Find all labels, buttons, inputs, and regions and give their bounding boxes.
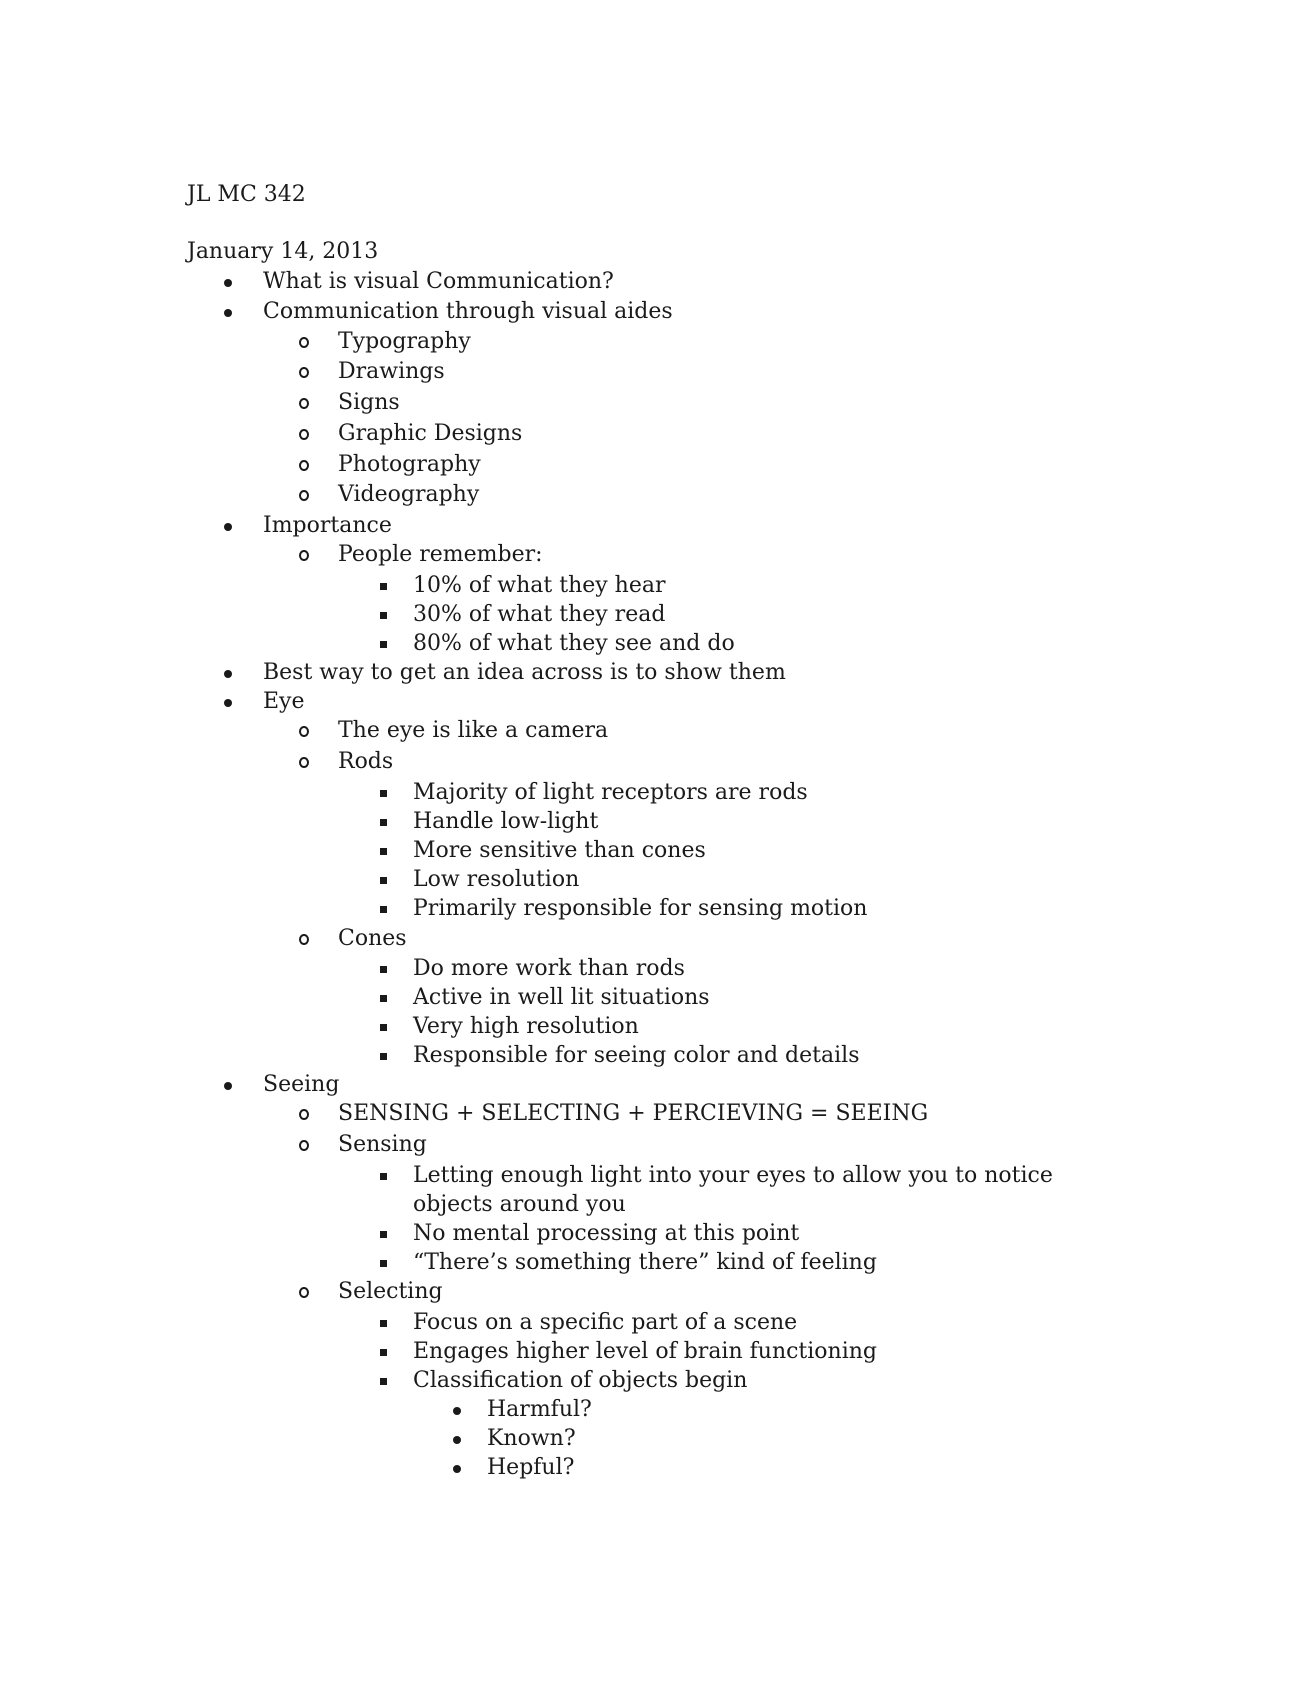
note-item-level-2: Drawings	[338, 359, 445, 384]
note-item-level-3: More sensitive than cones	[413, 838, 706, 863]
bullet-disc-icon	[453, 1465, 461, 1473]
note-item-level-3: Do more work than rods	[413, 956, 685, 981]
note-item-level-3: “There’s something there” kind of feeling	[413, 1250, 877, 1275]
bullet-square-icon	[380, 612, 387, 619]
bullet-disc-icon	[224, 699, 232, 707]
bullet-square-icon	[380, 1260, 387, 1267]
bullet-circle-icon	[299, 934, 309, 945]
bullet-disc-icon	[224, 670, 232, 678]
bullet-circle-icon	[299, 490, 309, 501]
note-item-level-3: Majority of light receptors are rods	[413, 780, 808, 805]
bullet-circle-icon	[299, 429, 309, 440]
bullet-circle-icon	[299, 757, 309, 768]
bullet-circle-icon	[299, 726, 309, 737]
note-item-level-2: Sensing	[338, 1132, 427, 1157]
note-item-level-3: Responsible for seeing color and details	[413, 1043, 860, 1068]
note-item-level-1: Communication through visual aides	[263, 299, 673, 324]
bullet-square-icon	[380, 906, 387, 913]
bullet-square-icon	[380, 1378, 387, 1385]
note-item-level-3: Active in well lit situations	[413, 985, 710, 1010]
note-item-level-2: People remember:	[338, 542, 543, 567]
note-item-level-3: 30% of what they read	[413, 602, 666, 627]
note-item-level-2: Typography	[338, 329, 471, 354]
note-item-level-2: Signs	[338, 390, 400, 415]
bullet-square-icon	[380, 819, 387, 826]
bullet-square-icon	[380, 848, 387, 855]
bullet-square-icon	[380, 1024, 387, 1031]
note-item-level-1: Seeing	[263, 1072, 340, 1097]
note-item-level-4: Harmful?	[487, 1397, 592, 1422]
note-item-level-3: Focus on a specific part of a scene	[413, 1310, 798, 1335]
bullet-square-icon	[380, 1320, 387, 1327]
note-item-level-1: Eye	[263, 689, 305, 714]
bullet-square-icon	[380, 1053, 387, 1060]
bullet-square-icon	[380, 790, 387, 797]
note-item-level-2: Selecting	[338, 1279, 443, 1304]
note-date: January 14, 2013	[187, 239, 379, 264]
bullet-square-icon	[380, 1349, 387, 1356]
bullet-circle-icon	[299, 337, 309, 348]
bullet-circle-icon	[299, 367, 309, 378]
bullet-square-icon	[380, 1231, 387, 1238]
note-item-level-1: Importance	[263, 513, 392, 538]
bullet-disc-icon	[453, 1407, 461, 1415]
note-item-level-3: No mental processing at this point	[413, 1221, 800, 1246]
note-item-level-1: Best way to get an idea across is to show them	[263, 660, 786, 685]
bullet-disc-icon	[224, 1082, 232, 1090]
bullet-circle-icon	[299, 550, 309, 561]
bullet-circle-icon	[299, 398, 309, 409]
note-item-level-2: Photography	[338, 452, 481, 477]
note-item-level-3: Low resolution	[413, 867, 580, 892]
course-title: JL MC 342	[187, 182, 306, 207]
bullet-circle-icon	[299, 460, 309, 471]
note-item-level-2: Rods	[338, 749, 394, 774]
bullet-square-icon	[380, 641, 387, 648]
bullet-disc-icon	[224, 523, 232, 531]
note-item-level-3: Handle low-light	[413, 809, 599, 834]
note-item-level-3: Letting enough light into your eyes to allow you to notice	[413, 1163, 1053, 1188]
note-item-level-2: Graphic Designs	[338, 421, 523, 446]
note-item-level-3: Engages higher level of brain functioning	[413, 1339, 878, 1364]
note-item-level-4: Known?	[487, 1426, 576, 1451]
note-item-level-2: The eye is like a camera	[338, 718, 609, 743]
bullet-disc-icon	[224, 309, 232, 317]
bullet-circle-icon	[299, 1140, 309, 1151]
note-item-level-2: Cones	[338, 926, 407, 951]
note-item-level-1: What is visual Communication?	[263, 269, 614, 294]
note-item-level-3: Classification of objects begin	[413, 1368, 748, 1393]
note-item-level-4: Hepful?	[487, 1455, 575, 1480]
bullet-circle-icon	[299, 1287, 309, 1298]
bullet-disc-icon	[224, 279, 232, 287]
note-item-level-2: Videography	[338, 482, 480, 507]
note-item-level-2: SENSING + SELECTING + PERCIEVING = SEEING	[338, 1101, 929, 1126]
note-item-level-continuation: objects around you	[413, 1192, 626, 1217]
note-item-level-3: 80% of what they see and do	[413, 631, 735, 656]
note-item-level-3: Very high resolution	[413, 1014, 639, 1039]
bullet-square-icon	[380, 1173, 387, 1180]
bullet-square-icon	[380, 877, 387, 884]
bullet-square-icon	[380, 583, 387, 590]
note-item-level-3: 10% of what they hear	[413, 573, 666, 598]
note-item-level-3: Primarily responsible for sensing motion	[413, 896, 868, 921]
bullet-disc-icon	[453, 1436, 461, 1444]
bullet-circle-icon	[299, 1109, 309, 1120]
bullet-square-icon	[380, 995, 387, 1002]
bullet-square-icon	[380, 966, 387, 973]
